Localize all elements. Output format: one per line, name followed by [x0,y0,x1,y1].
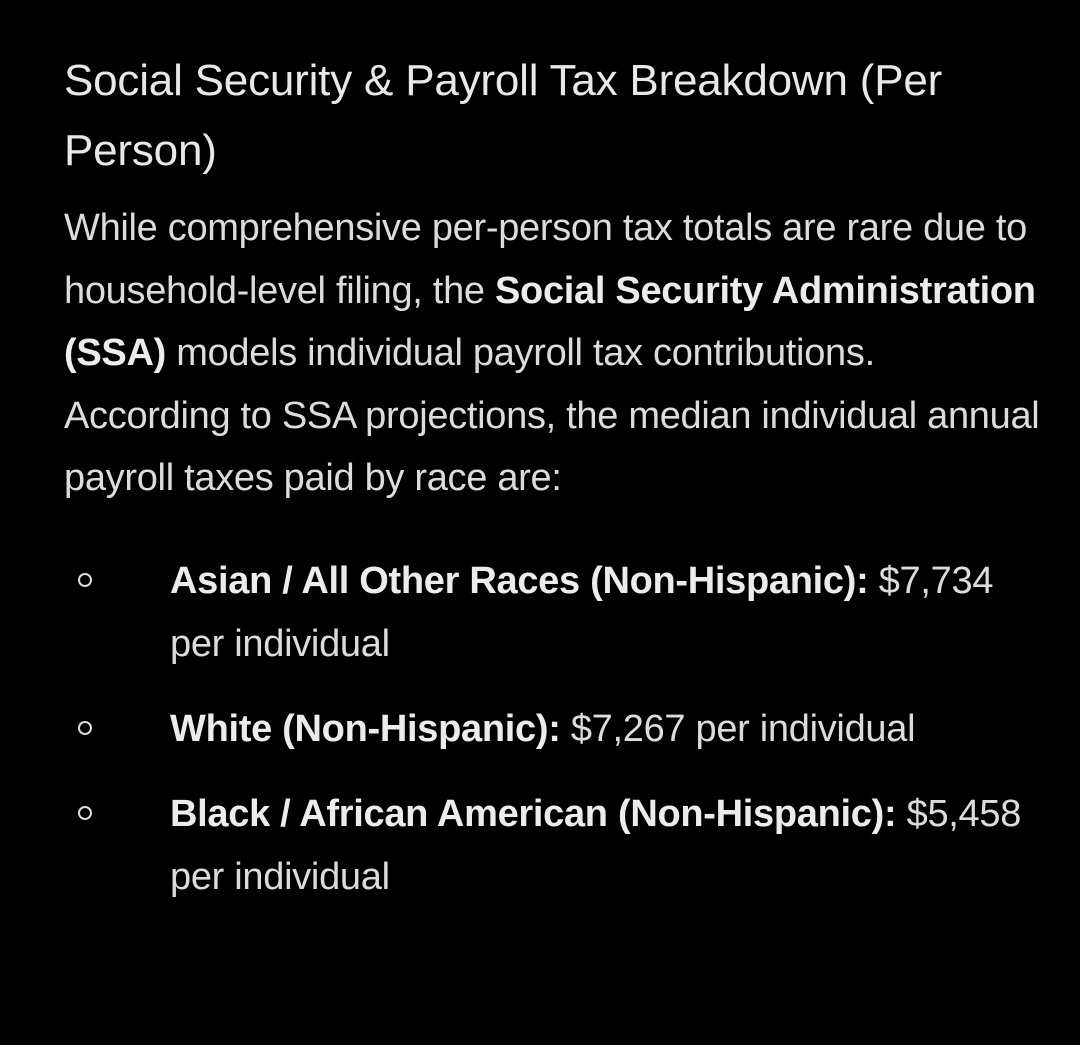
list-item-asian [64,550,1040,676]
list-item-label: Black / African American (Non-Hispanic): [170,792,897,835]
list-item-value: $7,734 per individual [170,559,994,665]
intro-text-start: While comprehensive per-person tax totals are rare due to household-level filing, the [64,207,1027,312]
race-tax-list [64,550,1040,909]
hollow-circle-bullet-icon [78,573,92,587]
list-item-value: $5,458 per individual [170,792,1022,898]
hollow-circle-bullet-icon [78,721,92,735]
intro-text-end: models individual payroll tax contributions. According to SSA projections, the median individual annual payroll taxes paid by race are: [64,332,1040,500]
hollow-circle-bullet-icon [78,806,92,820]
list-item-label: Asian / All Other Races (Non-Hispanic): [170,559,869,602]
list-item-value: $7,267 per individual [560,707,916,750]
page-title: Social Security & Payroll Tax Breakdown (Per Person) [64,56,943,175]
ssa-bold-text: Social Security Administration (SSA) [64,269,1036,375]
list-item-black [64,783,1040,909]
list-item-label: White (Non-Hispanic): [170,707,561,750]
list-item-white [64,698,1040,761]
intro-paragraph [64,197,1040,510]
